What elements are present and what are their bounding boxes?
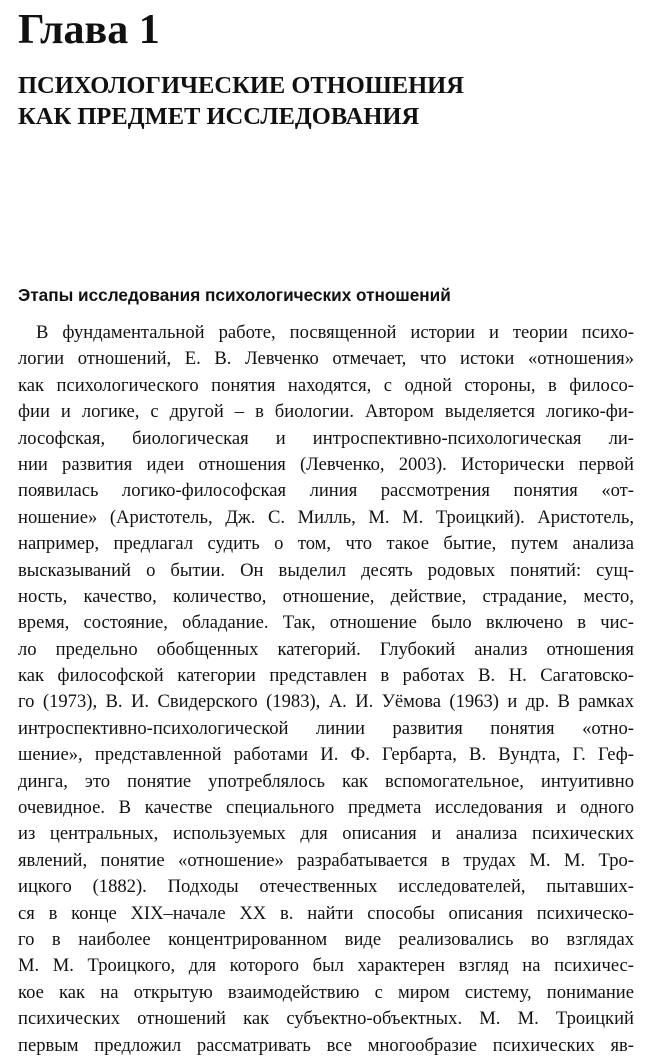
body-paragraph [18, 320, 634, 1059]
text-line: например, предлагал судить о том, что такое бытие, путем анализа [18, 533, 634, 555]
text-line: как психологического понятия находятся, с одной стороны, в филосо- [18, 374, 634, 396]
text-line: высказываний о бытии. Он выделил десять родовых понятий: сущ- [18, 559, 634, 581]
text-line: психических отношений как субъектно-объектных. М. М. Троицкий [18, 1008, 634, 1030]
text-line: ся в конце XIX–начале XX в. найти способы описания психическо- [18, 902, 634, 924]
text-line: фии и логике, с другой – в биологии. Автором выделяется логико-фи- [18, 401, 634, 423]
chapter-subtitle [18, 70, 464, 132]
text-line: ношение» (Аристотель, Дж. С. Милль, М. М. Троицкий). Аристотель, [18, 506, 634, 528]
chapter-subtitle-line: КАК ПРЕДМЕТ ИССЛЕДОВАНИЯ [18, 103, 420, 130]
text-line: очевидное. В качестве специального предмета исследования и одного [18, 797, 634, 819]
text-line: М. М. Троицкого, для которого был характерен взгляд на психичес- [18, 955, 634, 977]
text-line: время, состояние, обладание. Так, отношение было включено в чис- [18, 612, 634, 634]
text-line: появилась логико-философская линия рассмотрения понятия «от- [18, 480, 634, 502]
text-line: ность, качество, количество, отношение, действие, страдание, место, [18, 585, 634, 607]
text-line: го (1973), В. И. Свидерского (1983), А. И. Уёмова (1963) и др. В рамках [18, 691, 634, 713]
text-line: ицкого (1882). Подходы отечественных исследователей, пытавших- [18, 876, 634, 898]
text-line: из центральных, используемых для описания и анализа психических [18, 823, 634, 845]
text-line: как философской категории представлен в работах В. Н. Сагатовско- [18, 665, 634, 687]
text-line: ло предельно обобщенных категорий. Глубокий анализ отношения [18, 638, 634, 660]
text-line: динга, это понятие употреблялось как вспомогательное, интуитивно [18, 770, 634, 792]
text-line: го в наиболее концентрированном виде реализовались во взглядах [18, 928, 634, 950]
text-line: интроспективно-психологической линии развития понятия «отно- [18, 717, 634, 739]
text-line: шение», представленной работами И. Ф. Гербарта, В. Вундта, Г. Геф- [18, 744, 634, 766]
chapter-subtitle-line: ПСИХОЛОГИЧЕСКИЕ ОТНОШЕНИЯ [18, 72, 464, 99]
section-heading: Этапы исследования психологических отношений [18, 285, 451, 305]
text-line: В фундаментальной работе, посвященной истории и теории психо- [36, 322, 634, 343]
chapter-title: Глава 1 [18, 7, 160, 53]
text-line: нии развития идеи отношения (Левченко, 2003). Исторически первой [18, 453, 634, 475]
text-line: лософская, биологическая и интроспективно-психологическая ли- [18, 427, 634, 449]
text-line: первым предложил рассматривать все многообразие психических яв- [18, 1034, 634, 1056]
text-line: логии отношений, Е. В. Левченко отмечает, что истоки «отношения» [18, 348, 634, 370]
text-line: явлений, понятие «отношение» разрабатывается в трудах М. М. Тро- [18, 849, 634, 871]
text-line: кое как на открытую взаимодействию с миром систему, понимание [18, 981, 634, 1003]
